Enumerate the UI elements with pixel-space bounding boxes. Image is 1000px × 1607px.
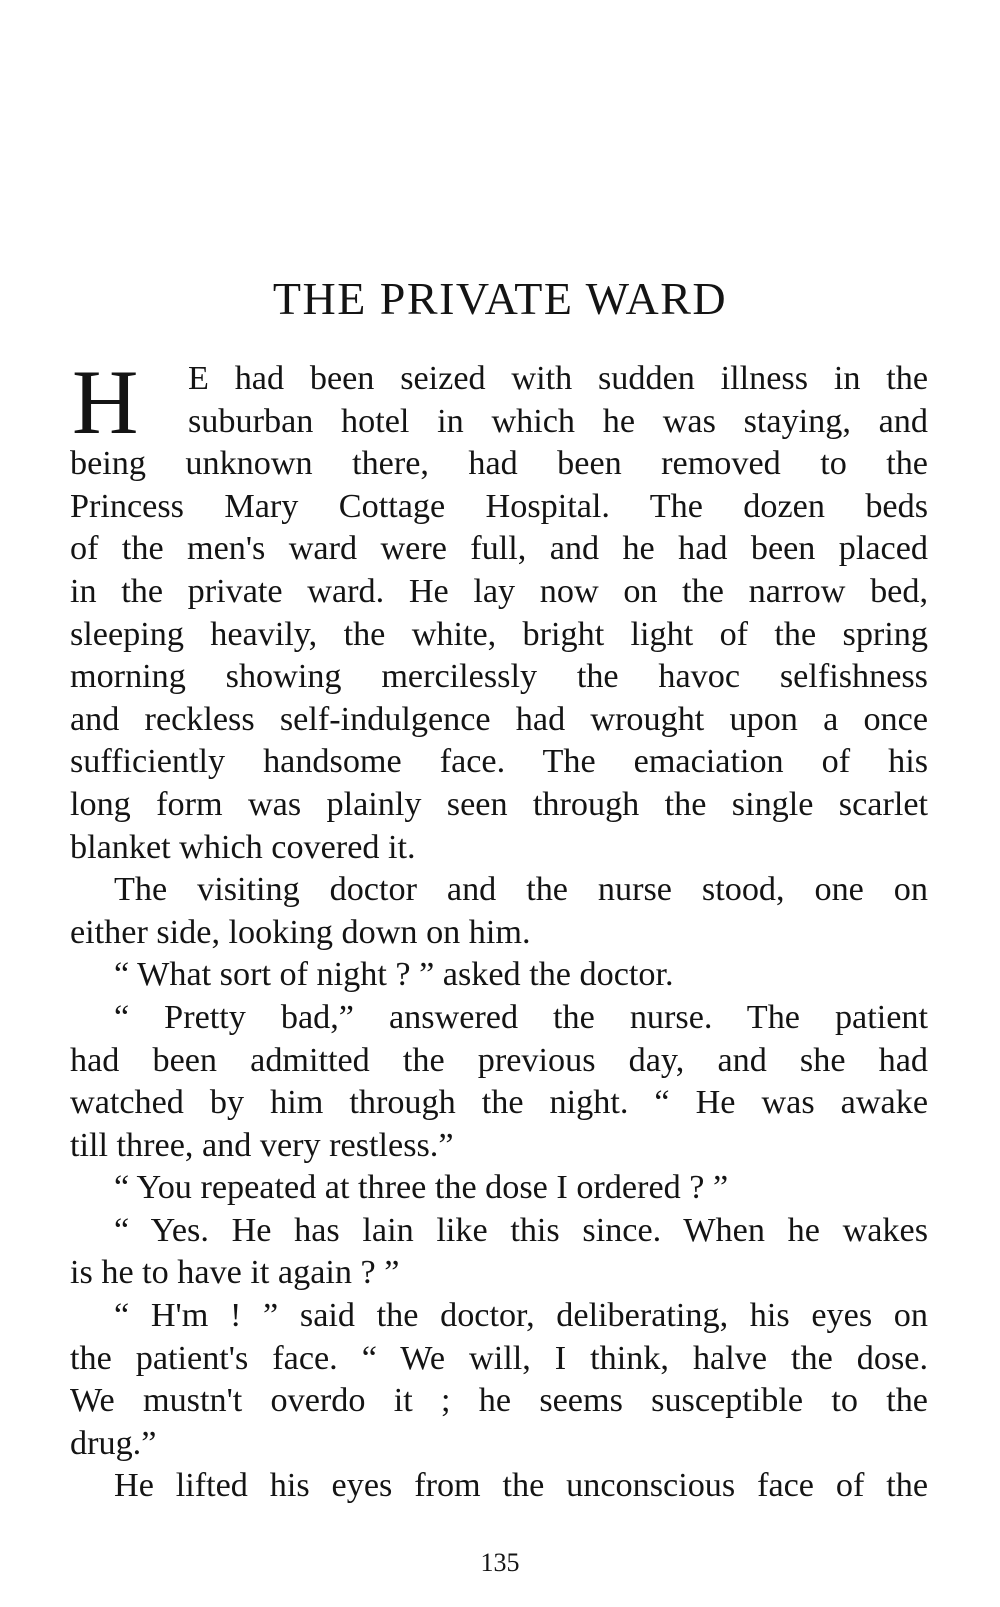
text-line: “ H'm ! ” said the doctor, deliberating, his eyes on xyxy=(114,1297,928,1335)
text-line: suburban hotel in which he was staying, and xyxy=(188,402,928,440)
text-line: “ Yes. He has lain like this since. When he wakes xyxy=(114,1211,928,1249)
text-line: “ Pretty bad,” answered the nurse. The patient xyxy=(114,998,928,1036)
text-line: and reckless self-indulgence had wrought upon a once xyxy=(70,700,928,738)
chapter-title: THE PRIVATE WARD xyxy=(272,273,728,324)
text-line: He lifted his eyes from the unconscious face of the xyxy=(114,1467,928,1505)
text-line: drug.” xyxy=(70,1424,157,1462)
chapter-body xyxy=(70,351,928,1508)
text-line: watched by him through the night. “ He was awake xyxy=(70,1084,928,1122)
text-line: in the private ward. He lay now on the narrow bed, xyxy=(70,572,928,610)
text-line: is he to have it again ? ” xyxy=(70,1254,400,1292)
text-line: Princess Mary Cottage Hospital. The dozen beds xyxy=(70,487,928,525)
page-number: 135 xyxy=(480,1548,520,1577)
text-line: sleeping heavily, the white, bright light of the spring xyxy=(70,615,928,653)
text-line: E had been seized with sudden illness in the xyxy=(188,360,928,397)
text-line: morning showing mercilessly the havoc selfishness xyxy=(70,658,928,696)
text-line: “ You repeated at three the dose I ordered ? ” xyxy=(114,1169,729,1207)
text-line: either side, looking down on him. xyxy=(70,913,531,951)
text-line: sufficiently handsome face. The emaciation of his xyxy=(70,743,928,781)
text-line: The visiting doctor and the nurse stood, one on xyxy=(114,871,928,909)
text-line: of the men's ward were full, and he had been placed xyxy=(70,530,928,568)
drop-cap: H xyxy=(72,351,139,453)
text-line: We mustn't overdo it ; he seems susceptible to the xyxy=(70,1382,928,1420)
text-line: blanket which covered it. xyxy=(70,828,416,866)
text-line: the patient's face. “ We will, I think, halve the dose. xyxy=(70,1339,928,1377)
text-line: “ What sort of night ? ” asked the doctor. xyxy=(114,956,674,994)
text-line: had been admitted the previous day, and she had xyxy=(70,1041,928,1079)
text-line: being unknown there, had been removed to the xyxy=(70,445,928,483)
text-line: till three, and very restless.” xyxy=(70,1126,454,1164)
text-line: long form was plainly seen through the single scarlet xyxy=(70,785,928,823)
